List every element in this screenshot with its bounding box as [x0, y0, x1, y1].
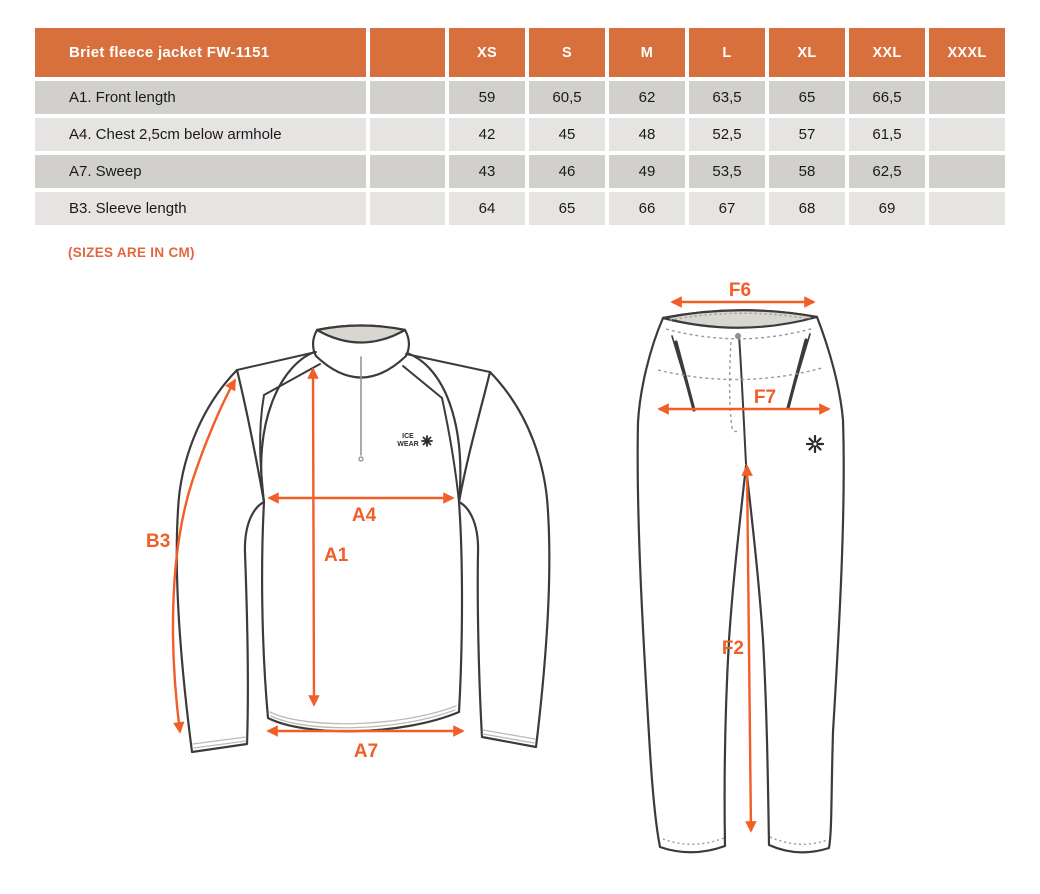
jacket-right-sleeve: [459, 372, 549, 747]
value-cell: [929, 118, 1005, 151]
f6-label: F6: [728, 280, 752, 301]
row-spacer-cell: [370, 155, 445, 188]
value-cell: 53,5: [689, 155, 765, 188]
jacket-left-sleeve: [177, 370, 264, 752]
svg-text:WEAR: WEAR: [397, 441, 419, 448]
snowflake-icon: [422, 436, 432, 446]
value-cell: 58: [769, 155, 845, 188]
value-cell: 65: [769, 81, 845, 114]
row-spacer-cell: [370, 192, 445, 225]
value-cell: 62,5: [849, 155, 925, 188]
value-cell: [929, 81, 1005, 114]
pants-outline: [638, 310, 844, 852]
row-label-front-length: A1. Front length: [35, 81, 366, 114]
value-cell: 49: [609, 155, 685, 188]
size-col-header-xxl: XXL: [849, 28, 925, 77]
size-col-header-l: L: [689, 28, 765, 77]
size-chart-table: [35, 28, 1005, 225]
b3-label: B3: [146, 531, 171, 552]
value-cell: 68: [769, 192, 845, 225]
value-cell: 69: [849, 192, 925, 225]
jacket-outline: [177, 326, 550, 753]
svg-text:ICE: ICE: [402, 433, 414, 440]
row-label-sweep: A7. Sweep: [35, 155, 366, 188]
a1-label: A1: [324, 545, 349, 566]
row-label-sleeve-length: B3. Sleeve length: [35, 192, 366, 225]
size-col-header-xxxl: XXXL: [929, 28, 1005, 77]
value-cell: [929, 192, 1005, 225]
f7-label: F7: [753, 387, 777, 408]
value-cell: 66: [609, 192, 685, 225]
pants-snowflake-logo: [807, 436, 823, 452]
row-label-chest: A4. Chest 2,5cm below armhole: [35, 118, 366, 151]
header-spacer-cell: [370, 28, 445, 77]
pants-silhouette: [638, 310, 844, 852]
value-cell: 62: [609, 81, 685, 114]
value-cell: 61,5: [849, 118, 925, 151]
waist-button: [735, 333, 741, 339]
a1-front-length-arrow: [313, 369, 314, 705]
value-cell: 42: [449, 118, 525, 151]
value-cell: 57: [769, 118, 845, 151]
value-cell: 46: [529, 155, 605, 188]
row-spacer-cell: [370, 81, 445, 114]
size-col-header-m: M: [609, 28, 685, 77]
a4-label: A4: [351, 505, 377, 526]
product-title-cell: Briet fleece jacket FW-1151: [35, 28, 366, 77]
f2-label: F2: [721, 638, 744, 659]
value-cell: 43: [449, 155, 525, 188]
a7-label: A7: [353, 741, 379, 762]
value-cell: [929, 155, 1005, 188]
value-cell: 66,5: [849, 81, 925, 114]
value-cell: 65: [529, 192, 605, 225]
value-cell: 63,5: [689, 81, 765, 114]
value-cell: 64: [449, 192, 525, 225]
jacket-measurement-diagram: [140, 295, 570, 785]
row-spacer-cell: [370, 118, 445, 151]
value-cell: 52,5: [689, 118, 765, 151]
value-cell: 60,5: [529, 81, 605, 114]
value-cell: 59: [449, 81, 525, 114]
size-col-header-xl: XL: [769, 28, 845, 77]
value-cell: 67: [689, 192, 765, 225]
size-col-header-xs: XS: [449, 28, 525, 77]
value-cell: 48: [609, 118, 685, 151]
pants-measurement-diagram: [630, 280, 860, 880]
value-cell: 45: [529, 118, 605, 151]
size-col-header-s: S: [529, 28, 605, 77]
sizes-in-cm-note: (SIZES ARE IN CM): [68, 245, 195, 260]
f2-inseam-arrow: [747, 466, 751, 831]
